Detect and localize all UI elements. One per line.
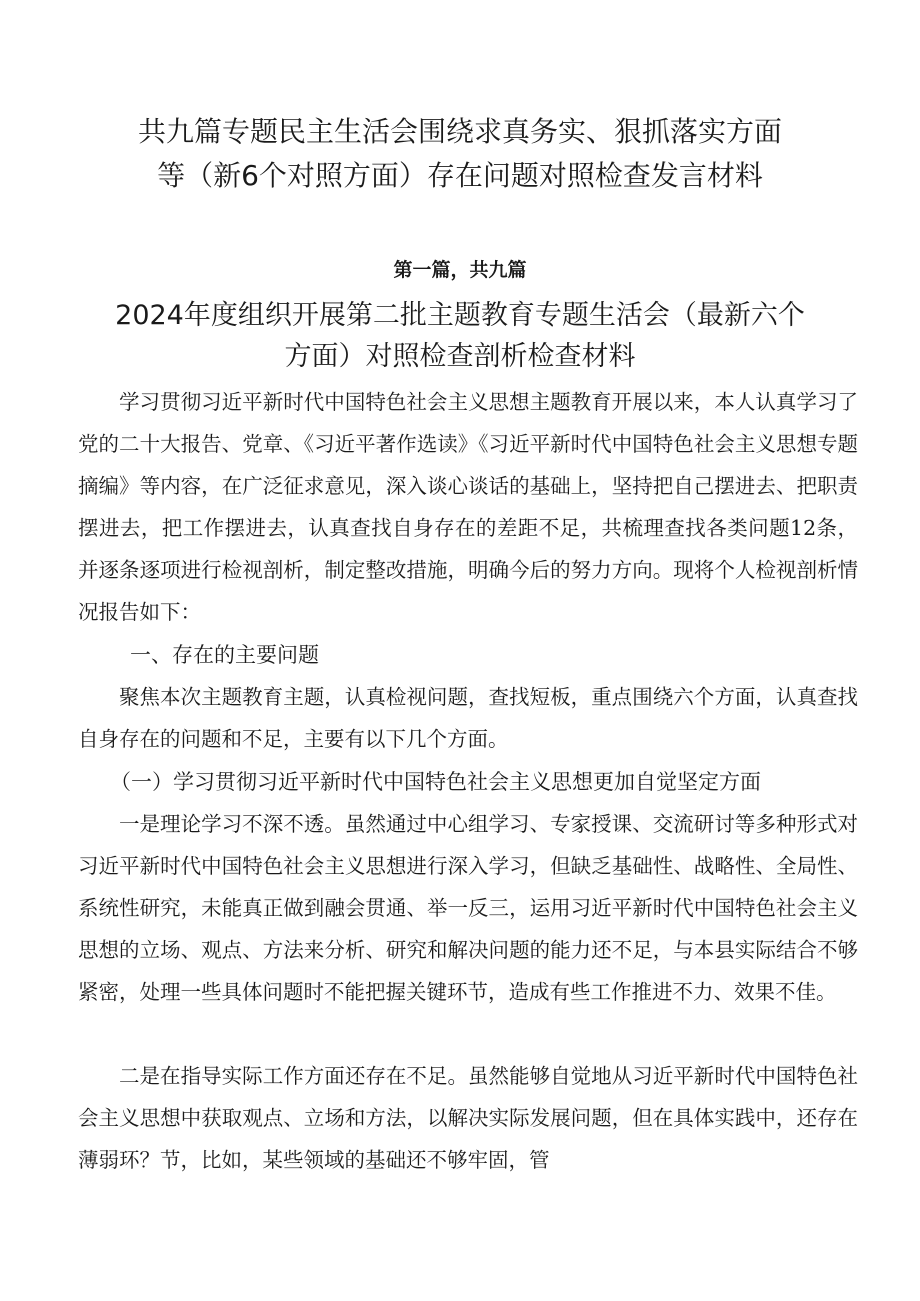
section-title-line-2: 方面）对照检查剖析检查材料: [284, 341, 636, 372]
part-subheading: 第一篇，共九篇: [393, 259, 527, 281]
heading-study-section: （一）学习贯彻习近平新时代中国特色社会主义思想更加自觉坚定方面: [110, 770, 761, 794]
focus-paragraph: 聚焦本次主题教育主题，认真检视问题，查找短板，重点围绕六个方面，认真查找自身存在的问题和不足，主要有以下几个方面。: [78, 685, 858, 751]
point-two-paragraph: 二是在指导实际工作方面还存在不足。虽然能够自觉地从习近平新时代中国特色社会主义思想中获取观点、立场和方法，以解决实际发展问题，但在具体实践中，还存在薄弱环？节，比如，某些领域的基础还不够牢固，管: [78, 1064, 858, 1172]
section-title-line-1: 2024年度组织开展第二批主题教育专题生活会（最新六个: [115, 300, 805, 331]
point-one-paragraph: 一是理论学习不深不透。虽然通过中心组学习、专家授课、交流研讨等多种形式对习近平新时代中国特色社会主义思想进行深入学习，但缺乏基础性、战略性、全局性、系统性研究，未能真正做到融会贯通、举一反三，运用习近平新时代中国特色社会主义思想的立场、观点、方法来分析、研究和解决问题的能力还不足，与本县实际结合不够紧密，处理一些具体问题时不能把握关键环节，造成有些工作推进不力、效果不佳。: [78, 812, 858, 1004]
intro-paragraph: 学习贯彻习近平新时代中国特色社会主义思想主题教育开展以来，本人认真学习了党的二十大报告、党章、《习近平著作选读》《习近平新时代中国特色社会主义思想专题摘编》等内容，在广泛征求意见，深入谈心谈话的基础上，坚持把自己摆进去、把职责摆进去，把工作摆进去，认真查找自身存在的差距不足，共梳理查找各类问题12条，并逐条逐项进行检视剖析，制定整改措施，明确今后的努力方向。现将个人检视剖析情况报告如下：: [78, 390, 858, 624]
document-title-line-2: 等（新6个对照方面）存在问题对照检查发言材料: [157, 159, 763, 192]
document-title-line-1: 共九篇专题民主生活会围绕求真务实、狠抓落实方面: [137, 115, 782, 148]
heading-main-problems: 一、存在的主要问题: [130, 643, 319, 667]
